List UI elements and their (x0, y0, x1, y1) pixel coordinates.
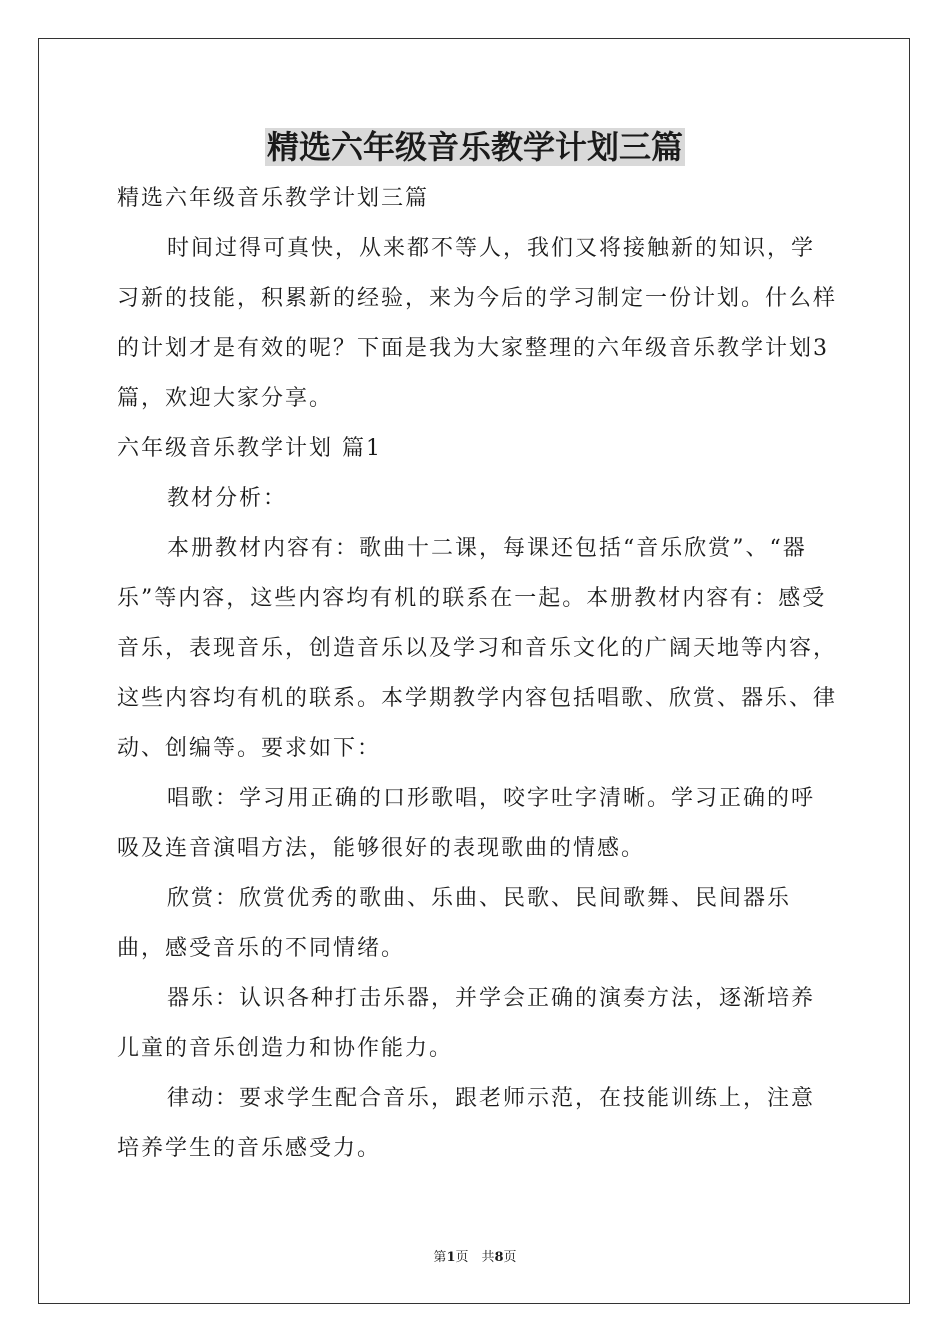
paragraph-rhythm: 律动：要求学生配合音乐，跟老师示范，在技能训练上，注意培养学生的音乐感受力。 (117, 1086, 816, 1161)
footer-mid: 页 共 (455, 1250, 495, 1265)
footer-page-current: 1 (446, 1250, 456, 1265)
paragraph-content-overview: 本册教材内容有：歌曲十二课，每课还包括“音乐欣赏”、“器乐”等内容，这些内容均有机的联系在一起。本册教材内容有：感受音乐，表现音乐，创造音乐以及学习和音乐文化的广阔天地等内容，这些内容均有机的联系。本学期教学内容包括唱歌、欣赏、器乐、律动、创编等。要求如下： (117, 536, 838, 761)
document-title (0, 125, 950, 169)
footer-prefix: 第 (433, 1250, 447, 1265)
paragraph-singing: 唱歌：学习用正确的口形歌唱，咬字吐字清晰。学习正确的呼吸及连音演唱方法，能够很好的表现歌曲的情感。 (117, 786, 816, 861)
paragraph-material-analysis: 教材分析： (167, 486, 288, 511)
footer-suffix: 页 (503, 1250, 517, 1265)
document-body (117, 174, 837, 1174)
paragraph-subtitle: 精选六年级音乐教学计划三篇 (117, 186, 430, 211)
document-title-text: 精选六年级音乐教学计划三篇 (266, 128, 683, 166)
footer-page-total: 8 (494, 1250, 504, 1265)
paragraph-appreciation: 欣赏：欣赏优秀的歌曲、乐曲、民歌、民间歌舞、民间器乐曲，感受音乐的不同情绪。 (117, 886, 792, 961)
paragraph-intro: 时间过得可真快，从来都不等人，我们又将接触新的知识，学习新的技能，积累新的经验，来为今后的学习制定一份计划。什么样的计划才是有效的呢？下面是我为大家整理的六年级音乐教学计划3篇，欢迎大家分享。 (117, 236, 838, 411)
page-footer (0, 1246, 950, 1265)
section-heading: 六年级音乐教学计划 篇1 (117, 436, 382, 461)
paragraph-instruments: 器乐：认识各种打击乐器，并学会正确的演奏方法，逐渐培养儿童的音乐创造力和协作能力。 (117, 986, 816, 1061)
